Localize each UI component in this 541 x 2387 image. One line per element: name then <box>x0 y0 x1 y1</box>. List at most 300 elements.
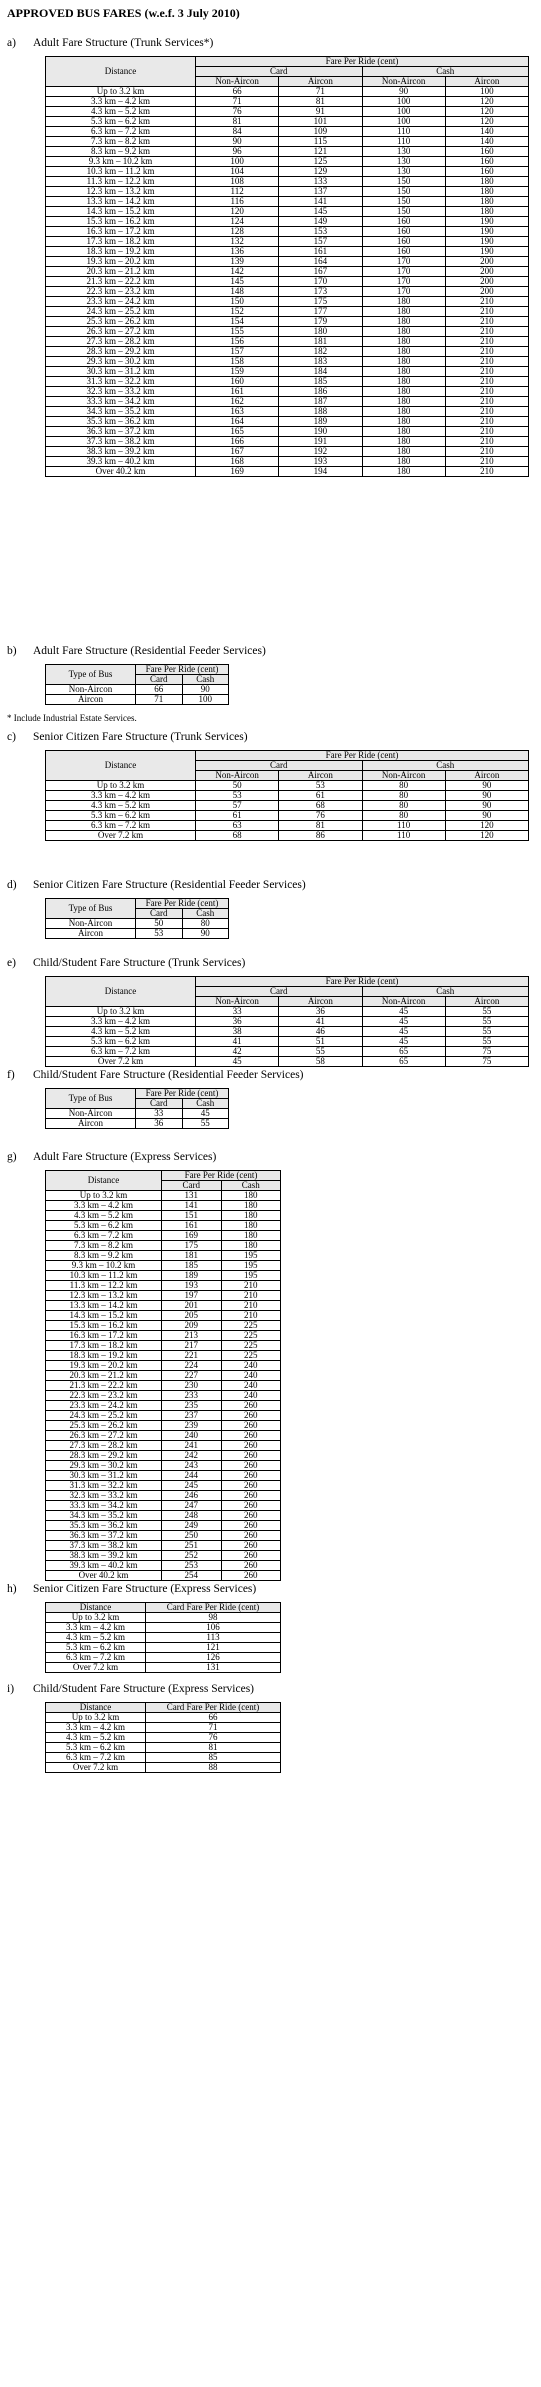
fare-value-cell: 63 <box>196 821 279 831</box>
fare-value-cell: 188 <box>279 407 362 417</box>
table-row <box>46 781 529 791</box>
table-row <box>46 1191 281 1201</box>
col-header-cash: Cash <box>362 67 529 77</box>
row-label-cell: 12.3 km – 13.2 km <box>46 187 196 197</box>
row-label-cell: 39.3 km – 40.2 km <box>46 457 196 467</box>
fare-value-cell: 161 <box>196 387 279 397</box>
row-label-cell: 15.3 km – 16.2 km <box>46 1321 162 1331</box>
fare-value-cell: 139 <box>196 257 279 267</box>
table-row <box>46 327 529 337</box>
col-header-distance: Distance <box>46 1603 146 1613</box>
section-heading: e) Child/Student Fare Structure (Trunk Services) <box>7 957 246 969</box>
fare-value-cell: 170 <box>362 267 445 277</box>
row-label-cell: 3.3 km – 4.2 km <box>46 1723 146 1733</box>
fare-value-cell: 53 <box>196 791 279 801</box>
table-row <box>46 247 529 257</box>
table-row <box>46 1037 529 1047</box>
table-row <box>46 237 529 247</box>
fare-value-cell: 88 <box>146 1763 281 1773</box>
fare-value-cell: 170 <box>362 287 445 297</box>
table-row <box>46 1723 281 1733</box>
fare-value-cell: 169 <box>196 467 279 477</box>
table-row <box>46 1027 529 1037</box>
fare-value-cell: 150 <box>362 197 445 207</box>
col-header-card-fare: Card Fare Per Ride (cent) <box>146 1703 281 1713</box>
row-label-cell: 36.3 km – 37.2 km <box>46 1531 162 1541</box>
fare-value-cell: 260 <box>221 1461 281 1471</box>
fare-value-cell: 210 <box>445 337 528 347</box>
table-row <box>46 277 529 287</box>
fare-value-cell: 45 <box>362 1017 445 1027</box>
fare-value-cell: 180 <box>362 307 445 317</box>
row-label-cell: 31.3 km – 32.2 km <box>46 377 196 387</box>
fare-value-cell: 45 <box>182 1109 229 1119</box>
fare-value-cell: 181 <box>279 337 362 347</box>
row-label-cell: 26.3 km – 27.2 km <box>46 327 196 337</box>
row-label-cell: 25.3 km – 26.2 km <box>46 1421 162 1431</box>
col-header-aircon: Aircon <box>445 997 528 1007</box>
fare-value-cell: 33 <box>136 1109 183 1119</box>
fare-value-cell: 180 <box>279 327 362 337</box>
fare-value-cell: 240 <box>221 1361 281 1371</box>
table-row <box>46 337 529 347</box>
fare-value-cell: 180 <box>362 397 445 407</box>
row-label-cell: 5.3 km – 6.2 km <box>46 1643 146 1653</box>
col-header-fare: Fare Per Ride (cent) <box>196 751 529 761</box>
fare-value-cell: 200 <box>445 267 528 277</box>
fare-value-cell: 191 <box>279 437 362 447</box>
fare-value-cell: 149 <box>279 217 362 227</box>
fare-value-cell: 80 <box>362 801 445 811</box>
table-row <box>46 811 529 821</box>
fare-value-cell: 195 <box>221 1271 281 1281</box>
fare-value-cell: 260 <box>221 1551 281 1561</box>
fare-value-cell: 260 <box>221 1501 281 1511</box>
fare-value-cell: 210 <box>221 1291 281 1301</box>
fare-value-cell: 225 <box>221 1321 281 1331</box>
table-row <box>46 297 529 307</box>
fare-value-cell: 75 <box>445 1057 528 1067</box>
row-label-cell: 32.3 km – 33.2 km <box>46 1491 162 1501</box>
table-row <box>46 1119 229 1129</box>
row-label-cell: 29.3 km – 30.2 km <box>46 1461 162 1471</box>
fare-value-cell: 51 <box>279 1037 362 1047</box>
fare-value-cell: 120 <box>196 207 279 217</box>
row-label-cell: 34.3 km – 35.2 km <box>46 407 196 417</box>
row-label-cell: 35.3 km – 36.2 km <box>46 417 196 427</box>
col-header-card: Card <box>196 987 363 997</box>
fare-value-cell: 61 <box>279 791 362 801</box>
row-label-cell: 20.3 km – 21.2 km <box>46 267 196 277</box>
fare-value-cell: 239 <box>162 1421 222 1431</box>
col-header-distance: Distance <box>46 977 196 1007</box>
fare-value-cell: 182 <box>279 347 362 357</box>
fare-value-cell: 98 <box>146 1613 281 1623</box>
row-label-cell: 12.3 km – 13.2 km <box>46 1291 162 1301</box>
col-header-distance: Distance <box>46 1171 162 1191</box>
row-label-cell: Up to 3.2 km <box>46 1713 146 1723</box>
fare-value-cell: 240 <box>221 1381 281 1391</box>
table-row <box>46 1451 281 1461</box>
table-row <box>46 457 529 467</box>
row-label-cell: 7.3 km – 8.2 km <box>46 1241 162 1251</box>
fare-value-cell: 190 <box>445 237 528 247</box>
fare-value-cell: 130 <box>362 147 445 157</box>
col-header-non-aircon: Non-Aircon <box>362 77 445 87</box>
fare-value-cell: 180 <box>362 447 445 457</box>
table-row <box>46 1571 281 1581</box>
row-label-cell: 20.3 km – 21.2 km <box>46 1371 162 1381</box>
fare-value-cell: 42 <box>196 1047 279 1057</box>
fare-value-cell: 129 <box>279 167 362 177</box>
fare-value-cell: 125 <box>279 157 362 167</box>
fare-value-cell: 180 <box>445 187 528 197</box>
table-row <box>46 1561 281 1571</box>
fare-value-cell: 80 <box>362 791 445 801</box>
row-label-cell: 7.3 km – 8.2 km <box>46 137 196 147</box>
row-label-cell: 11.3 km – 12.2 km <box>46 1281 162 1291</box>
section-h <box>7 1582 533 1682</box>
fare-value-cell: 251 <box>162 1541 222 1551</box>
col-header-cash: Cash <box>182 1099 229 1109</box>
fare-value-cell: 227 <box>162 1371 222 1381</box>
fare-value-cell: 130 <box>362 157 445 167</box>
row-label-cell: 38.3 km – 39.2 km <box>46 1551 162 1561</box>
col-header-card: Card <box>136 909 183 919</box>
fare-table-senior-feeder <box>45 898 229 939</box>
fare-value-cell: 180 <box>362 437 445 447</box>
fare-value-cell: 190 <box>445 247 528 257</box>
fare-value-cell: 210 <box>445 457 528 467</box>
row-label-cell: 25.3 km – 26.2 km <box>46 317 196 327</box>
fare-value-cell: 260 <box>221 1421 281 1431</box>
fare-value-cell: 210 <box>445 417 528 427</box>
fare-value-cell: 260 <box>221 1431 281 1441</box>
fare-value-cell: 243 <box>162 1461 222 1471</box>
fare-value-cell: 152 <box>196 307 279 317</box>
fare-value-cell: 157 <box>196 347 279 357</box>
row-label-cell: Aircon <box>46 929 136 939</box>
fare-value-cell: 55 <box>182 1119 229 1129</box>
fare-value-cell: 260 <box>221 1471 281 1481</box>
table-row <box>46 1521 281 1531</box>
table-row <box>46 227 529 237</box>
col-header-fare: Fare Per Ride (cent) <box>162 1171 281 1181</box>
col-header-card: Card <box>196 67 363 77</box>
row-label-cell: Up to 3.2 km <box>46 781 196 791</box>
row-label-cell: 14.3 km – 15.2 km <box>46 1311 162 1321</box>
row-label-cell: 26.3 km – 27.2 km <box>46 1431 162 1441</box>
fare-value-cell: 153 <box>279 227 362 237</box>
table-row <box>46 1431 281 1441</box>
fare-value-cell: 210 <box>445 317 528 327</box>
row-label-cell: 13.3 km – 14.2 km <box>46 197 196 207</box>
fare-value-cell: 142 <box>196 267 279 277</box>
fare-value-cell: 180 <box>445 207 528 217</box>
table-row <box>46 137 529 147</box>
fare-value-cell: 201 <box>162 1301 222 1311</box>
row-label-cell: 39.3 km – 40.2 km <box>46 1561 162 1571</box>
fare-value-cell: 150 <box>362 177 445 187</box>
table-row <box>46 427 529 437</box>
fare-value-cell: 180 <box>362 407 445 417</box>
row-label-cell: Over 7.2 km <box>46 1057 196 1067</box>
row-label-cell: 36.3 km – 37.2 km <box>46 427 196 437</box>
col-header-non-aircon: Non-Aircon <box>196 997 279 1007</box>
row-label-cell: Over 40.2 km <box>46 1571 162 1581</box>
col-header-non-aircon: Non-Aircon <box>362 997 445 1007</box>
fare-value-cell: 108 <box>196 177 279 187</box>
fare-value-cell: 181 <box>162 1251 222 1261</box>
col-header-aircon: Aircon <box>279 771 362 781</box>
fare-value-cell: 187 <box>279 397 362 407</box>
fare-value-cell: 160 <box>445 157 528 167</box>
fare-value-cell: 145 <box>279 207 362 217</box>
col-header-distance: Distance <box>46 751 196 781</box>
fare-value-cell: 244 <box>162 1471 222 1481</box>
fare-value-cell: 193 <box>162 1281 222 1291</box>
row-label-cell: 4.3 km – 5.2 km <box>46 1633 146 1643</box>
fare-value-cell: 36 <box>196 1017 279 1027</box>
fare-value-cell: 150 <box>196 297 279 307</box>
table-row <box>46 1251 281 1261</box>
table-row <box>46 307 529 317</box>
fare-value-cell: 81 <box>196 117 279 127</box>
fare-value-cell: 225 <box>221 1341 281 1351</box>
fare-value-cell: 200 <box>445 277 528 287</box>
table-row <box>46 87 529 97</box>
table-row <box>46 357 529 367</box>
row-label-cell: 33.3 km – 34.2 km <box>46 397 196 407</box>
table-row <box>46 685 229 695</box>
row-label-cell: 27.3 km – 28.2 km <box>46 337 196 347</box>
fare-value-cell: 162 <box>196 397 279 407</box>
row-label-cell: 17.3 km – 18.2 km <box>46 237 196 247</box>
fare-value-cell: 180 <box>221 1221 281 1231</box>
fare-value-cell: 45 <box>196 1057 279 1067</box>
table-row <box>46 1411 281 1421</box>
fare-value-cell: 36 <box>279 1007 362 1017</box>
fare-value-cell: 100 <box>196 157 279 167</box>
row-label-cell: 4.3 km – 5.2 km <box>46 1211 162 1221</box>
table-row <box>46 1531 281 1541</box>
col-header-cash: Cash <box>362 761 529 771</box>
fare-value-cell: 33 <box>196 1007 279 1017</box>
row-label-cell: 24.3 km – 25.2 km <box>46 1411 162 1421</box>
section-heading: a) Adult Fare Structure (Trunk Services*) <box>7 37 214 49</box>
fare-value-cell: 160 <box>196 377 279 387</box>
table-row <box>46 791 529 801</box>
row-label-cell: Up to 3.2 km <box>46 1007 196 1017</box>
fare-value-cell: 46 <box>279 1027 362 1037</box>
row-label-cell: 22.3 km – 23.2 km <box>46 1391 162 1401</box>
fare-value-cell: 141 <box>162 1201 222 1211</box>
table-row <box>46 831 529 841</box>
fare-value-cell: 90 <box>362 87 445 97</box>
table-row <box>46 197 529 207</box>
fare-value-cell: 179 <box>279 317 362 327</box>
fare-value-cell: 225 <box>221 1351 281 1361</box>
fare-value-cell: 166 <box>196 437 279 447</box>
fare-value-cell: 184 <box>279 367 362 377</box>
row-label-cell: 10.3 km – 11.2 km <box>46 167 196 177</box>
row-label-cell: 3.3 km – 4.2 km <box>46 97 196 107</box>
fare-value-cell: 90 <box>182 929 229 939</box>
fare-value-cell: 180 <box>362 347 445 357</box>
fare-value-cell: 195 <box>221 1251 281 1261</box>
fare-value-cell: 180 <box>362 357 445 367</box>
table-row <box>46 1653 281 1663</box>
fare-value-cell: 65 <box>362 1057 445 1067</box>
col-header-distance: Distance <box>46 1703 146 1713</box>
table-row <box>46 1261 281 1271</box>
row-label-cell: 3.3 km – 4.2 km <box>46 1017 196 1027</box>
col-header-aircon: Aircon <box>445 771 528 781</box>
fare-value-cell: 75 <box>445 1047 528 1057</box>
fare-value-cell: 240 <box>162 1431 222 1441</box>
fare-value-cell: 130 <box>362 167 445 177</box>
row-label-cell: 22.3 km – 23.2 km <box>46 287 196 297</box>
fare-value-cell: 209 <box>162 1321 222 1331</box>
fare-value-cell: 260 <box>221 1521 281 1531</box>
fare-value-cell: 246 <box>162 1491 222 1501</box>
fare-value-cell: 45 <box>362 1037 445 1047</box>
table-row <box>46 127 529 137</box>
table-row <box>46 1007 529 1017</box>
row-label-cell: 3.3 km – 4.2 km <box>46 1201 162 1211</box>
fare-value-cell: 65 <box>362 1047 445 1057</box>
fare-value-cell: 160 <box>362 237 445 247</box>
fare-value-cell: 260 <box>221 1441 281 1451</box>
fare-value-cell: 100 <box>362 107 445 117</box>
col-header-fare: Fare Per Ride (cent) <box>136 899 229 909</box>
fare-value-cell: 180 <box>221 1201 281 1211</box>
section-heading: i) Child/Student Fare Structure (Express Services) <box>7 1683 255 1695</box>
table-row <box>46 821 529 831</box>
fare-value-cell: 160 <box>362 247 445 257</box>
row-label-cell: 35.3 km – 36.2 km <box>46 1521 162 1531</box>
col-header-cash: Cash <box>182 675 229 685</box>
fare-value-cell: 120 <box>445 831 528 841</box>
fare-value-cell: 250 <box>162 1531 222 1541</box>
section-d <box>7 878 533 956</box>
table-row <box>46 1633 281 1643</box>
fare-value-cell: 175 <box>279 297 362 307</box>
col-header-non-aircon: Non-Aircon <box>196 771 279 781</box>
fare-value-cell: 210 <box>221 1281 281 1291</box>
row-label-cell: Non-Aircon <box>46 685 136 695</box>
fare-value-cell: 157 <box>279 237 362 247</box>
fare-value-cell: 185 <box>279 377 362 387</box>
fare-value-cell: 148 <box>196 287 279 297</box>
fare-value-cell: 90 <box>445 811 528 821</box>
section-heading: f) Child/Student Fare Structure (Residential Feeder Services) <box>7 1069 304 1081</box>
fare-value-cell: 180 <box>362 427 445 437</box>
table-row <box>46 287 529 297</box>
row-label-cell: 30.3 km – 31.2 km <box>46 367 196 377</box>
row-label-cell: Up to 3.2 km <box>46 1613 146 1623</box>
fare-value-cell: 180 <box>221 1231 281 1241</box>
fare-value-cell: 120 <box>445 117 528 127</box>
table-row <box>46 397 529 407</box>
fare-value-cell: 58 <box>279 1057 362 1067</box>
fare-value-cell: 160 <box>362 217 445 227</box>
fare-value-cell: 240 <box>221 1371 281 1381</box>
row-label-cell: 3.3 km – 4.2 km <box>46 791 196 801</box>
table-row <box>46 1643 281 1653</box>
fare-value-cell: 115 <box>279 137 362 147</box>
col-header-fare: Fare Per Ride (cent) <box>136 1089 229 1099</box>
table-row <box>46 1381 281 1391</box>
row-label-cell: 17.3 km – 18.2 km <box>46 1341 162 1351</box>
section-heading: h) Senior Citizen Fare Structure (Express Services) <box>7 1583 257 1595</box>
fare-value-cell: 41 <box>196 1037 279 1047</box>
table-row <box>46 377 529 387</box>
fare-value-cell: 113 <box>146 1633 281 1643</box>
fare-value-cell: 90 <box>445 801 528 811</box>
fare-value-cell: 221 <box>162 1351 222 1361</box>
fare-value-cell: 173 <box>279 287 362 297</box>
fare-value-cell: 100 <box>362 117 445 127</box>
table-row <box>46 347 529 357</box>
table-row <box>46 1341 281 1351</box>
table-row <box>46 1743 281 1753</box>
fare-value-cell: 90 <box>196 137 279 147</box>
fare-value-cell: 100 <box>445 87 528 97</box>
fare-value-cell: 260 <box>221 1531 281 1541</box>
row-label-cell: 18.3 km – 19.2 km <box>46 1351 162 1361</box>
fare-value-cell: 205 <box>162 1311 222 1321</box>
fare-value-cell: 260 <box>221 1481 281 1491</box>
fare-value-cell: 81 <box>279 821 362 831</box>
fare-value-cell: 194 <box>279 467 362 477</box>
fare-value-cell: 189 <box>279 417 362 427</box>
fare-value-cell: 180 <box>362 317 445 327</box>
row-label-cell: Over 7.2 km <box>46 1763 146 1773</box>
table-row <box>46 447 529 457</box>
fare-value-cell: 180 <box>362 457 445 467</box>
fare-value-cell: 45 <box>362 1027 445 1037</box>
table-row <box>46 1763 281 1773</box>
table-row <box>46 1371 281 1381</box>
section-heading: g) Adult Fare Structure (Express Services) <box>7 1151 217 1163</box>
fare-value-cell: 110 <box>362 127 445 137</box>
fare-value-cell: 66 <box>136 685 183 695</box>
table-row <box>46 1663 281 1673</box>
fare-value-cell: 140 <box>445 137 528 147</box>
table-row <box>46 1541 281 1551</box>
col-header-card: Card <box>136 1099 183 1109</box>
table-row <box>46 467 529 477</box>
row-label-cell: 16.3 km – 17.2 km <box>46 1331 162 1341</box>
row-label-cell: 5.3 km – 6.2 km <box>46 1221 162 1231</box>
col-header-distance: Distance <box>46 57 196 87</box>
table-row <box>46 1401 281 1411</box>
fare-value-cell: 112 <box>196 187 279 197</box>
fare-value-cell: 175 <box>162 1241 222 1251</box>
fare-value-cell: 85 <box>146 1753 281 1763</box>
row-label-cell: 24.3 km – 25.2 km <box>46 307 196 317</box>
col-header-non-aircon: Non-Aircon <box>196 77 279 87</box>
table-row <box>46 1231 281 1241</box>
section-e <box>7 956 533 1068</box>
fare-value-cell: 168 <box>196 457 279 467</box>
fare-value-cell: 180 <box>362 387 445 397</box>
section-a <box>7 36 533 644</box>
fare-value-cell: 50 <box>196 781 279 791</box>
table-row <box>46 187 529 197</box>
fare-value-cell: 164 <box>279 257 362 267</box>
